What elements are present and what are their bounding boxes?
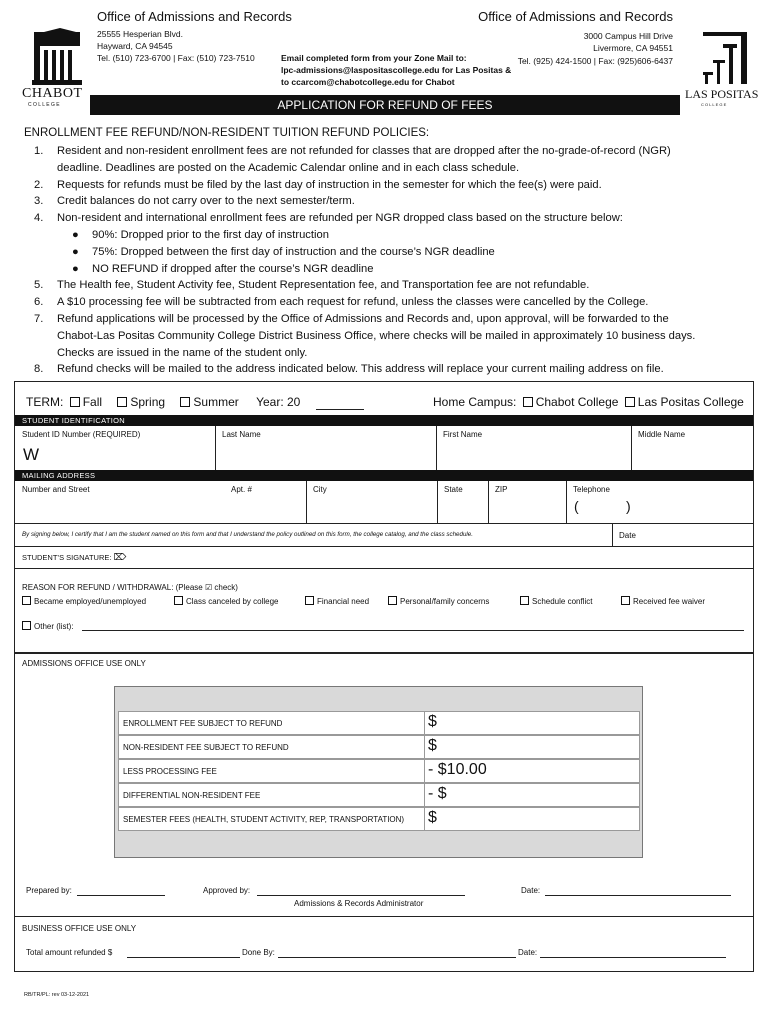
- state-field[interactable]: [438, 496, 487, 522]
- policies-heading: ENROLLMENT FEE REFUND/NON-RESIDENT TUITION REFUND POLICIES:: [24, 127, 430, 139]
- done-by-input[interactable]: [278, 957, 516, 958]
- student-id-field[interactable]: W: [23, 445, 40, 464]
- processing-fee-value[interactable]: - $10.00: [428, 761, 487, 778]
- city-label: City: [313, 485, 327, 494]
- certify-statement: By signing below, I certify that I am the student named on this form and that I understand the policy outlined on this form, the college catalog, and the class schedule.: [22, 531, 473, 538]
- policy-item: 8. Refund checks will be mailed to the address indicated below. This address will replace your current mailing address on file.: [34, 363, 664, 376]
- last-name-field[interactable]: [216, 441, 435, 469]
- reason-option-waiver[interactable]: Received fee waiver: [621, 596, 705, 606]
- admissions-date-label: Date:: [521, 886, 541, 895]
- revision-footer: RB/TR/PL: rev 03-12-2021: [24, 992, 90, 998]
- policy-item: 6. A $10 processing fee will be subtracted from each request for refund, unless the classes were cancelled by the College.: [34, 296, 649, 309]
- spring-label: Spring: [130, 395, 166, 409]
- term-row: [26, 395, 300, 409]
- zip-label: ZIP: [495, 485, 508, 494]
- reason-option-employed[interactable]: Became employed/unemployed: [22, 596, 146, 606]
- policy-bullet: ● NO REFUND if dropped after the course’s NGR deadline: [72, 262, 374, 275]
- chabot-building-icon: [22, 28, 84, 88]
- state-label: State: [444, 485, 463, 494]
- telephone-area-close: ): [626, 498, 631, 514]
- right-phone: Tel. (925) 424-1500 | Fax: (925)606-6437: [517, 56, 673, 66]
- spring-checkbox[interactable]: [117, 397, 127, 407]
- left-address-2: Hayward, CA 94545: [97, 41, 173, 51]
- middle-name-label: Middle Name: [638, 430, 686, 439]
- summer-checkbox[interactable]: [180, 397, 190, 407]
- approved-by-input[interactable]: [257, 895, 465, 896]
- employed-checkbox[interactable]: [22, 596, 31, 605]
- email-note-3[interactable]: to ccarcom@chabotcollege.edu for Chabot: [281, 77, 455, 87]
- las-positas-logo-sub: C O L L E G E: [701, 102, 727, 107]
- table-row: NON-RESIDENT FEE SUBJECT TO REFUND $: [118, 735, 640, 759]
- date-label: Date: [619, 531, 636, 540]
- policy-item: 5. The Health fee, Student Activity fee, Student Representation fee, and Transportation fee are not refundable.: [34, 279, 590, 292]
- semester-fees-value[interactable]: $: [428, 809, 437, 826]
- telephone-area-open: (: [574, 498, 579, 514]
- telephone-field[interactable]: [567, 496, 752, 522]
- las-positas-checkbox[interactable]: [625, 397, 635, 407]
- personal-checkbox[interactable]: [388, 596, 397, 605]
- first-name-field[interactable]: [437, 441, 630, 469]
- home-campus-label: Home Campus:: [433, 395, 517, 409]
- table-row: DIFFERENTIAL NON-RESIDENT FEE - $: [118, 783, 640, 807]
- policy-item: 4. Non-resident and international enrollment fees are refunded per NGR dropped class based on the structure below:: [34, 212, 623, 225]
- signature-date-field[interactable]: [640, 525, 750, 545]
- left-phone: Tel. (510) 723-6700 | Fax: (510) 723-7510: [97, 53, 255, 63]
- year-input[interactable]: [316, 409, 364, 410]
- right-address-2: Livermore, CA 94551: [593, 43, 673, 53]
- form-title-banner: APPLICATION FOR REFUND OF FEES: [90, 95, 680, 115]
- reason-option-canceled[interactable]: Class canceled by college: [174, 596, 279, 606]
- las-positas-label: Las Positas College: [637, 395, 744, 409]
- prepared-by-input[interactable]: [77, 895, 165, 896]
- student-identification-bar: STUDENT IDENTIFICATION: [15, 415, 753, 426]
- table-row: ENROLLMENT FEE SUBJECT TO REFUND $: [118, 711, 640, 735]
- apt-label: Apt. #: [231, 485, 252, 494]
- city-field[interactable]: [307, 496, 436, 522]
- approved-by-label: Approved by:: [203, 886, 251, 895]
- approver-title: Admissions & Records Administrator: [294, 899, 424, 908]
- student-id-label: Student ID Number (REQUIRED): [22, 430, 141, 439]
- street-label: Number and Street: [22, 485, 90, 494]
- term-label: TERM:: [26, 395, 64, 409]
- total-refunded-input[interactable]: [127, 957, 240, 958]
- canceled-checkbox[interactable]: [174, 596, 183, 605]
- chabot-checkbox[interactable]: [523, 397, 533, 407]
- nonresident-fee-value[interactable]: $: [428, 737, 437, 754]
- signature-row: [22, 553, 126, 563]
- signature-mark-icon: ⌦: [113, 553, 127, 563]
- first-name-label: First Name: [443, 430, 483, 439]
- policies-list: [24, 143, 749, 378]
- email-note-1: Email completed form from your Zone Mail to:: [281, 53, 467, 63]
- las-positas-building-icon: [683, 30, 753, 88]
- last-name-label: Last Name: [222, 430, 261, 439]
- fall-label: Fall: [82, 395, 103, 409]
- table-row: SEMESTER FEES (HEALTH, STUDENT ACTIVITY, REP, TRANSPORTATION) $: [118, 807, 640, 831]
- done-by-label: Done By:: [242, 948, 275, 957]
- table-row: LESS PROCESSING FEE - $10.00: [118, 759, 640, 783]
- reason-option-financial[interactable]: Financial need: [305, 596, 369, 606]
- reason-option-other[interactable]: Other (list):: [22, 621, 74, 631]
- waiver-checkbox[interactable]: [621, 596, 630, 605]
- telephone-label: Telephone: [573, 485, 610, 494]
- reason-heading: REASON FOR REFUND / WITHDRAWAL: (Please ☑ check): [22, 583, 238, 592]
- policy-item: 7. Refund applications will be processed by the Office of Admissions and Records and, upon approval, will be forwarded to the Chabot-Las Positas Community College District Business Office, where checks will be mailed in approximately 10 business days. Checks are issued in the name of the student only.: [34, 312, 696, 359]
- other-reason-input[interactable]: [82, 630, 744, 631]
- right-address-1: 3000 Campus Hill Drive: [583, 31, 673, 41]
- las-positas-logo: [683, 30, 759, 110]
- policy-item: 1. Resident and non-resident enrollment fees are not refunded for classes that are dropped after the no-grade-of-record (NGR) deadline. Deadlines are posted on the Academic Calendar online and in each class schedule.: [34, 145, 671, 174]
- chabot-logo: [22, 28, 84, 108]
- las-positas-logo-text: LAS POSITAS: [685, 87, 759, 101]
- fall-checkbox[interactable]: [70, 397, 80, 407]
- business-date-label: Date:: [518, 948, 538, 957]
- chabot-label: Chabot College: [535, 395, 619, 409]
- mailing-address-bar: MAILING ADDRESS: [15, 470, 753, 481]
- year-label: Year: 20: [256, 395, 301, 409]
- prepared-by-label: Prepared by:: [26, 886, 72, 895]
- total-refunded-label: Total amount refunded $: [26, 948, 113, 957]
- street-field[interactable]: [16, 496, 304, 522]
- schedule-checkbox[interactable]: [520, 596, 529, 605]
- email-note-2[interactable]: lpc-admissions@laspositascollege.edu for Las Positas &: [281, 65, 512, 75]
- zip-field[interactable]: [489, 496, 565, 522]
- policy-bullet: ● 90%: Dropped prior to the first day of instruction: [72, 228, 329, 241]
- differential-fee-value[interactable]: - $: [428, 785, 447, 802]
- business-office-heading: BUSINESS OFFICE USE ONLY: [22, 924, 137, 933]
- policy-item: 3. Credit balances do not carry over to the next semester/term.: [34, 195, 355, 208]
- chabot-logo-sub: C O L L E G E: [28, 102, 60, 108]
- summer-label: Summer: [193, 395, 239, 409]
- left-office-title: Office of Admissions and Records: [97, 9, 292, 24]
- reason-option-personal[interactable]: Personal/family concerns: [388, 596, 489, 606]
- admissions-office-heading: ADMISSIONS OFFICE USE ONLY: [22, 659, 146, 668]
- signature-label: STUDENT’S SIGNATURE:: [22, 553, 112, 562]
- right-office-title: Office of Admissions and Records: [478, 9, 673, 24]
- middle-name-field[interactable]: [632, 441, 752, 469]
- student-signature-field[interactable]: [140, 549, 750, 567]
- chabot-logo-text: CHABOT: [22, 86, 83, 101]
- policy-bullet: ● 75%: Dropped between the first day of instruction and the course’s NGR deadline: [72, 245, 495, 258]
- reason-frame: [14, 569, 754, 653]
- admissions-date-input[interactable]: [545, 895, 731, 896]
- reason-option-schedule[interactable]: Schedule conflict: [520, 596, 592, 606]
- other-checkbox[interactable]: [22, 621, 31, 630]
- enrollment-fee-value[interactable]: $: [428, 713, 437, 730]
- policy-item: 2. Requests for refunds must be filed by the last day of instruction in the semester for which the fee(s) were paid.: [34, 178, 602, 191]
- left-address-1: 25555 Hesperian Blvd.: [97, 29, 184, 39]
- business-date-input[interactable]: [540, 957, 726, 958]
- home-campus-row: [433, 395, 744, 409]
- financial-checkbox[interactable]: [305, 596, 314, 605]
